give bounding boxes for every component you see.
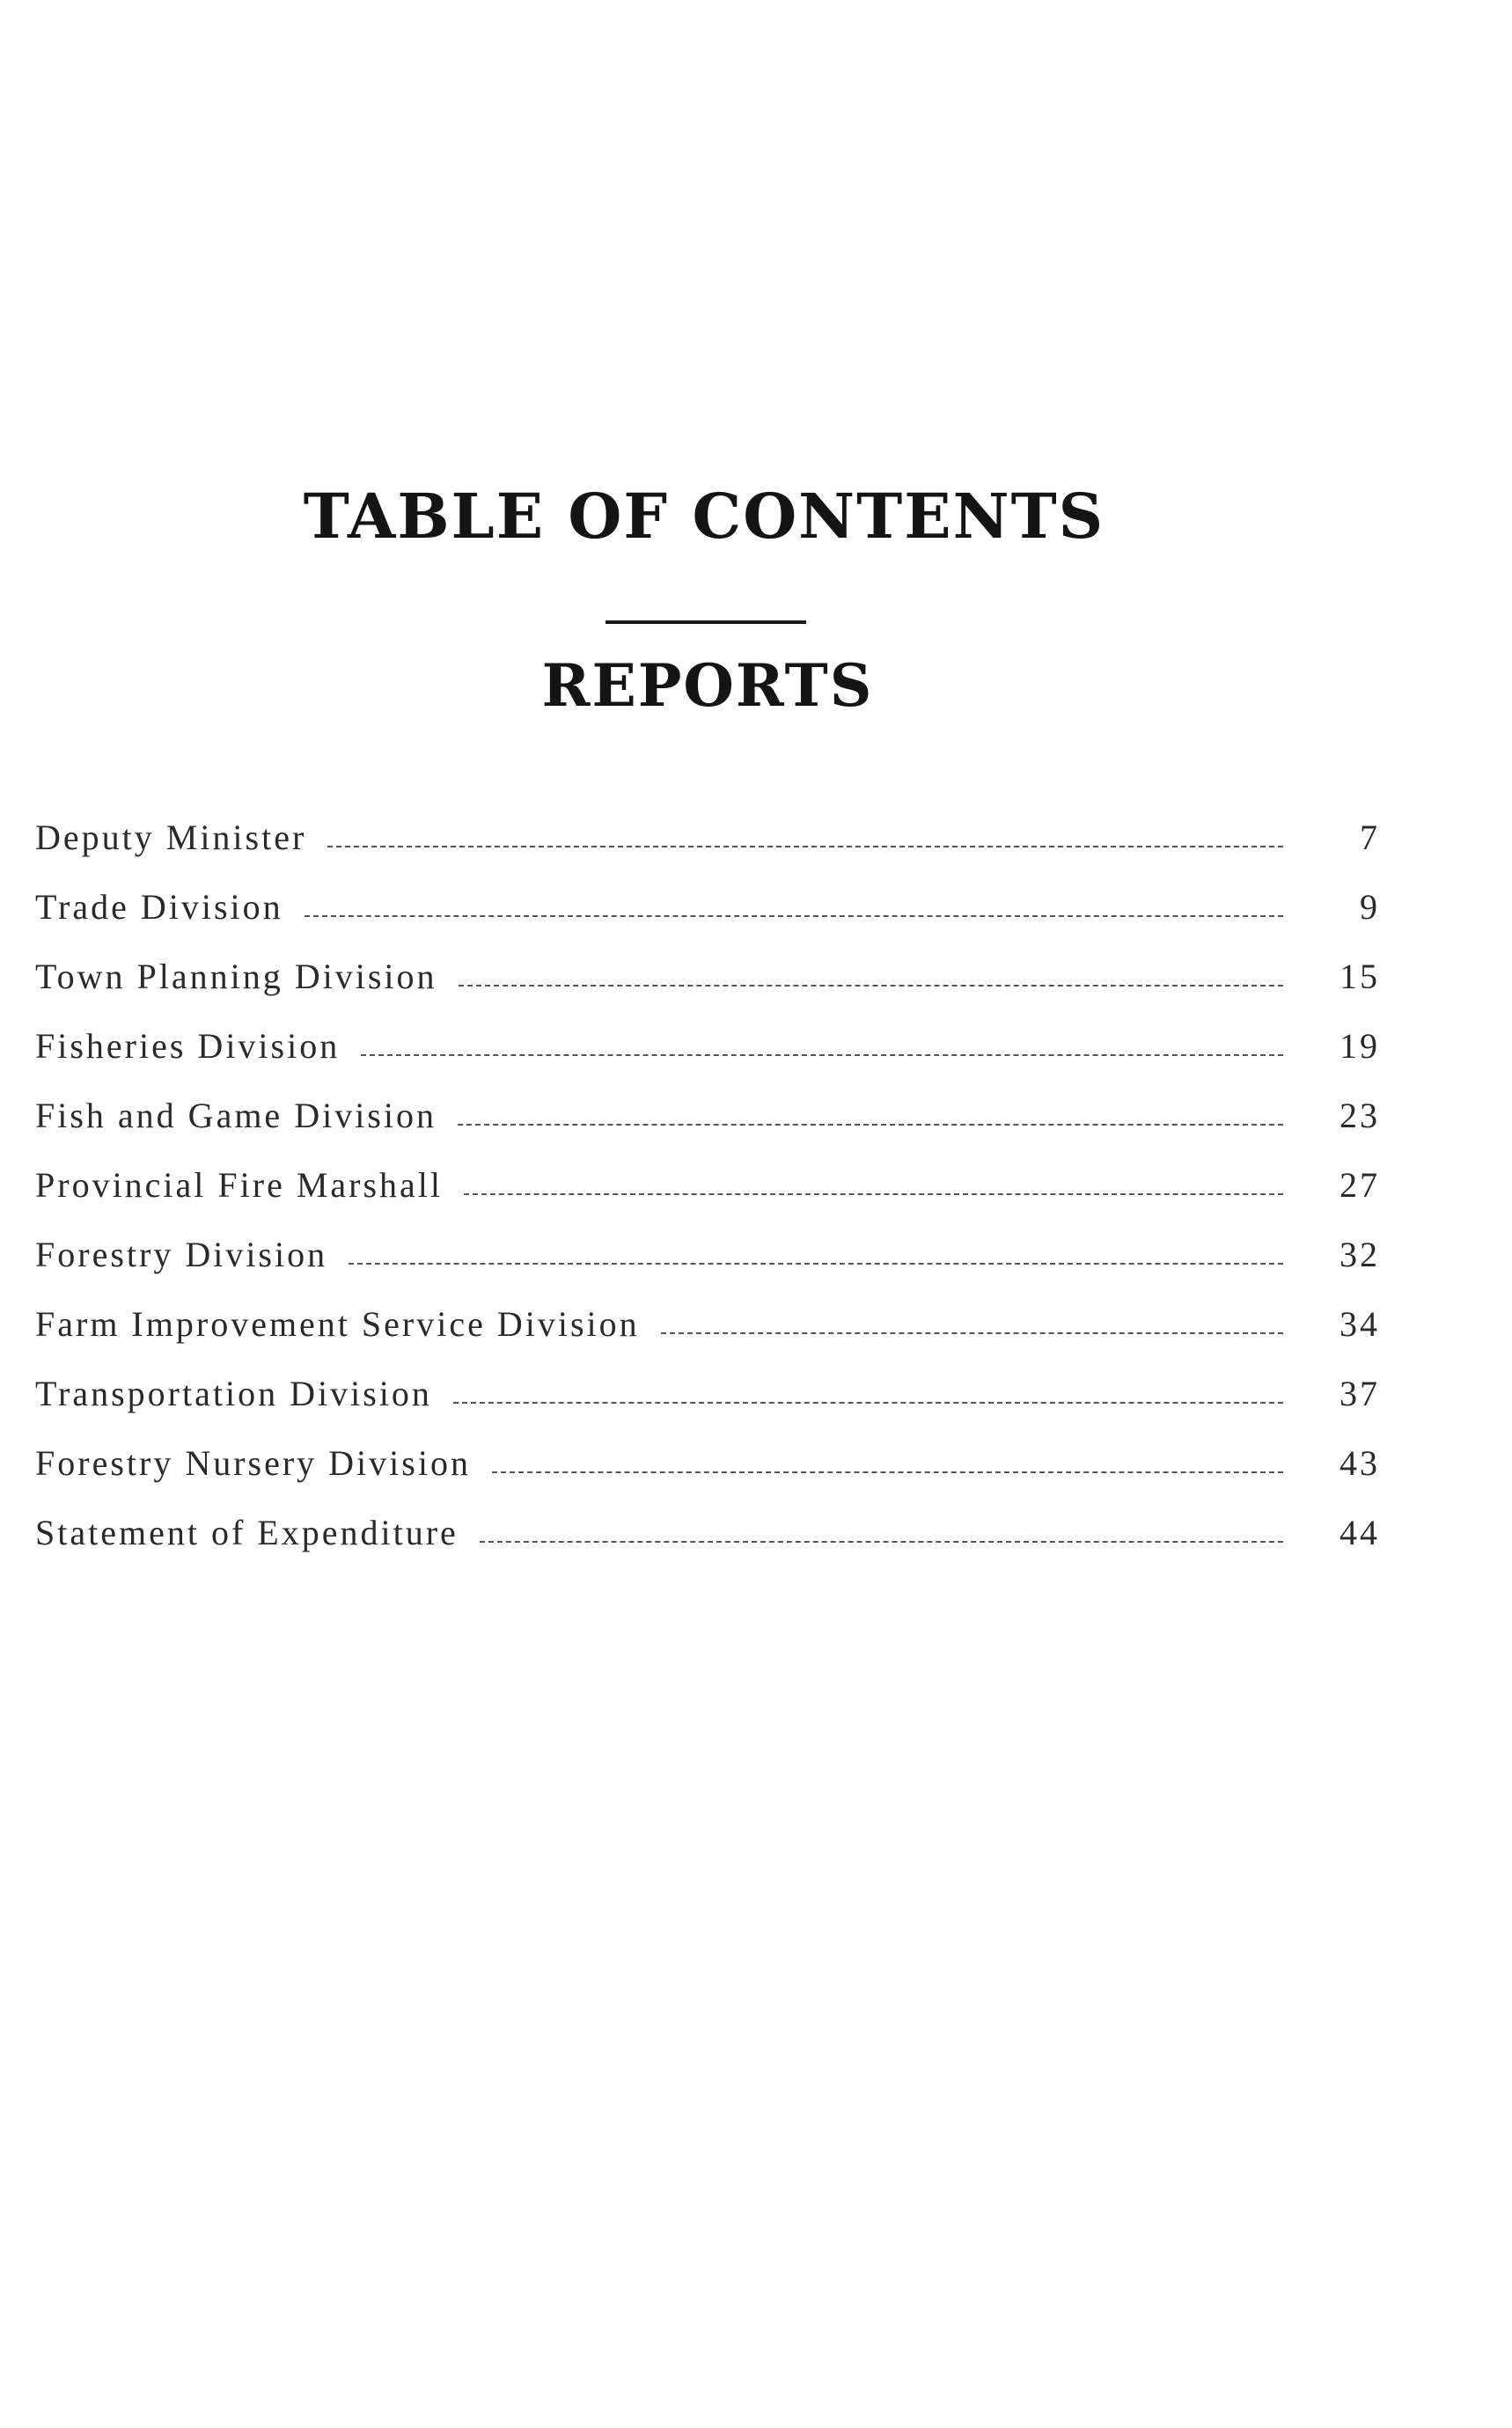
- toc-entry-page: 37: [1340, 1374, 1380, 1413]
- dot-leader: [480, 1541, 1283, 1543]
- toc-entry-label: Provincial Fire Marshall: [35, 1165, 444, 1205]
- toc-entry-label: Transportation Division: [35, 1374, 432, 1413]
- toc-entry-label: Trade Division: [35, 887, 283, 927]
- toc-entry-label: Farm Improvement Service Division: [35, 1304, 640, 1344]
- toc-entry-label: Fish and Game Division: [35, 1096, 437, 1135]
- toc-entry: [35, 1064, 1382, 1133]
- table-of-contents: [35, 786, 1382, 1551]
- toc-entry: [35, 925, 1382, 994]
- toc-entry-page: 44: [1340, 1513, 1380, 1552]
- dot-leader: [458, 1124, 1283, 1126]
- section-heading: REPORTS: [541, 651, 874, 720]
- toc-entry-page: 32: [1340, 1235, 1380, 1274]
- toc-entry-label: Forestry Division: [35, 1235, 328, 1274]
- toc-entry-page: 7: [1360, 818, 1380, 857]
- toc-entry-label: Statement of Expenditure: [35, 1513, 459, 1552]
- dot-leader: [327, 846, 1283, 847]
- toc-entry-page: 9: [1360, 887, 1380, 927]
- toc-entry: [35, 786, 1382, 855]
- toc-entry-page: 27: [1340, 1165, 1380, 1205]
- toc-entry: [35, 1133, 1382, 1203]
- dot-leader: [661, 1332, 1283, 1334]
- toc-entry: [35, 1203, 1382, 1273]
- dot-leader: [492, 1471, 1283, 1473]
- toc-entry-page: 15: [1340, 957, 1380, 996]
- dot-leader: [305, 915, 1283, 917]
- toc-entry: [35, 994, 1382, 1064]
- toc-entry: [35, 1481, 1382, 1551]
- toc-entry-label: Town Planning Division: [35, 957, 437, 996]
- toc-entry: [35, 1342, 1382, 1412]
- toc-entry-label: Deputy Minister: [35, 818, 307, 857]
- toc-entry: [35, 855, 1382, 925]
- dot-leader: [349, 1263, 1283, 1265]
- toc-entry-page: 34: [1340, 1304, 1380, 1344]
- toc-entry-page: 43: [1340, 1443, 1380, 1483]
- dot-leader: [464, 1193, 1283, 1195]
- toc-entry: [35, 1273, 1382, 1342]
- page-title: TABLE OF CONTENTS: [303, 480, 1105, 553]
- toc-entry-label: Forestry Nursery Division: [35, 1443, 471, 1483]
- toc-entry-page: 23: [1340, 1096, 1380, 1135]
- dot-leader: [459, 985, 1283, 987]
- toc-entry: [35, 1412, 1382, 1481]
- toc-entry-page: 19: [1340, 1026, 1380, 1066]
- title-divider: [606, 620, 806, 624]
- toc-entry-label: Fisheries Division: [35, 1026, 341, 1066]
- dot-leader: [453, 1402, 1283, 1404]
- dot-leader: [361, 1054, 1283, 1056]
